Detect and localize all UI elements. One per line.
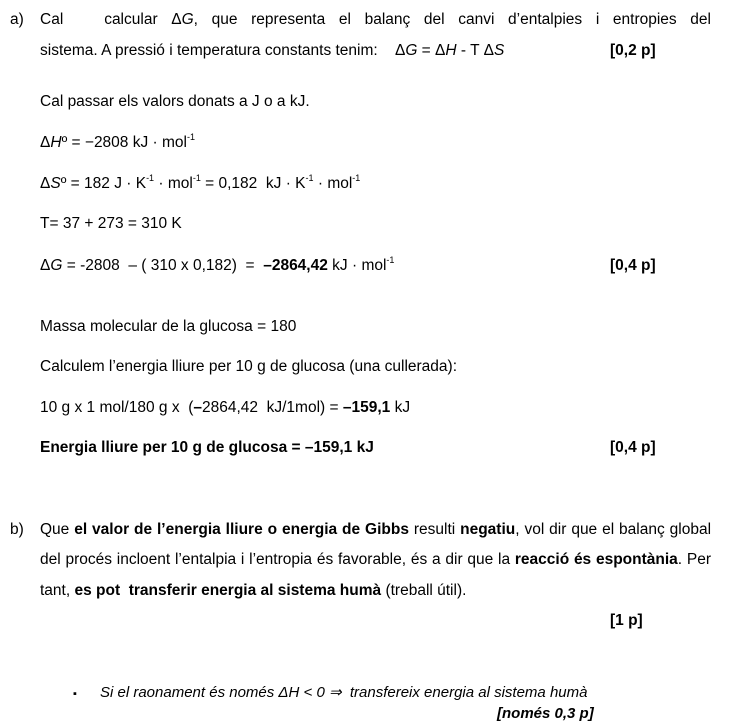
part-b-label: b) xyxy=(10,521,24,538)
enthalpy-line: ΔHº = −2808 kJ · mol$^{-1}$ xyxy=(40,132,195,151)
part-a-line1: Cal calcular ΔG, que representa el balanç del canvi d’entalpies i entropies del xyxy=(40,11,711,28)
convert-text: Cal passar els valors donats a J o a kJ. xyxy=(40,93,310,110)
part-b-paragraph: Que el valor de l’energia lliure o energia de Gibbs resulti negatiu, vol dir que el balanç global del procés incloent l’entalpia i l’entropia és favorable, és a dir que la reacció és espontània. Per tant, es pot transferir energia al sistema humà (treball útil). xyxy=(40,521,712,599)
gibbs-points: [0,4 p] xyxy=(610,257,656,274)
part-a-line2: sistema. A pressió i temperatura constants tenim: ΔG = ΔH - T ΔS xyxy=(40,42,505,59)
calc-intro-line: Calculem l’energia lliure per 10 g de glucosa (una cullerada): xyxy=(40,358,458,375)
result-line: Energia lliure per 10 g de glucosa = –159,1 kJ xyxy=(40,439,374,456)
gibbs-line: ΔG = -2808 – ( 310 x 0,182) = –2864,42 kJ · mol$^{-1}$ xyxy=(40,255,395,274)
line2-points: [0,2 p] xyxy=(610,42,656,59)
molar-mass-line: Massa molecular de la glucosa = 180 xyxy=(40,318,297,335)
part-a-label: a) xyxy=(10,11,24,28)
bullet-icon: ▪ xyxy=(73,688,77,700)
calc-line: 10 g x 1 mol/180 g x (–2864,42 kJ/1mol) = –159,1 kJ xyxy=(40,399,411,416)
entropy-line: ΔSº = 182 $J \cdot K^{-1} \cdot mol^{-1} = 0,182$ kJ · $K^{-1} \cdot mol^{-1}$ xyxy=(40,173,361,192)
part-b-points: [1 p] xyxy=(610,612,643,629)
note-text: Si el raonament és només ΔH < 0 ⇒ transfereix energia al sistema humà xyxy=(100,684,588,701)
note-points: [només 0,3 p] xyxy=(497,705,594,722)
result-points: [0,4 p] xyxy=(610,439,656,456)
temperature-line: T= 37 + 273 = 310 K xyxy=(40,215,182,232)
